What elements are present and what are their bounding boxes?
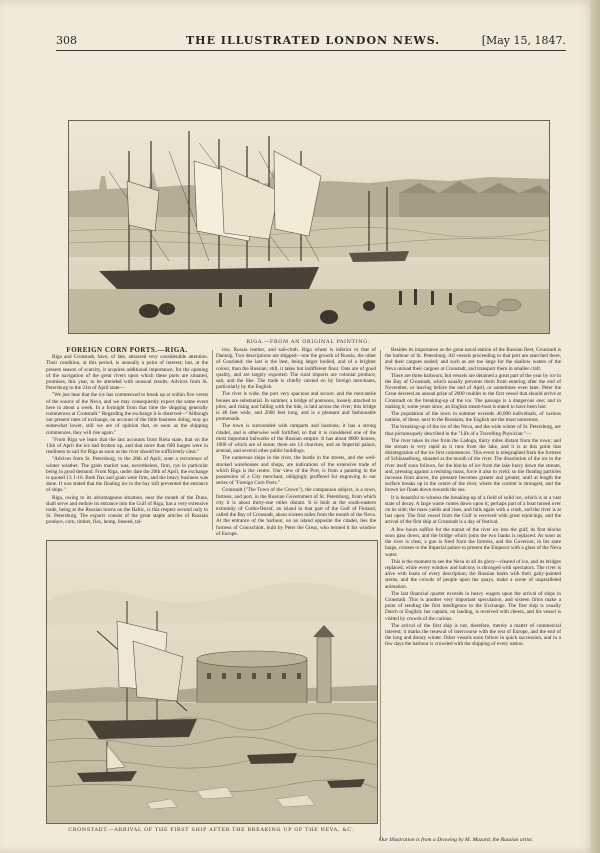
publication-title: THE ILLUSTRATED LONDON NEWS. bbox=[186, 34, 441, 47]
col2-paragraph: The numerous ships in the river, the bustle in the streets, and the well-stocked warehouses and shops, are indications of the extensive trade of which Riga is the centre. Our view of the Port, is from a painting in the possession of a City merchant, obligingly proffered for engraving in our series of "Foreign Corn Ports." bbox=[216, 455, 376, 487]
col1-paragraph: Riga and Cronstadt, have, of late, attracted very considerable attention. Their condition, at this period, is annually a point of interest; but, at the present season of scarcity, it acquires additional importance, for the opening of the navigation of the great rivers upon which these ports are situated, promises, this year, to be attended with unusual results. Advices from St. Petersburg to the 21st of April state— bbox=[46, 354, 208, 392]
cronstadt-illustration bbox=[47, 541, 377, 823]
cronstadt-engraving bbox=[46, 540, 378, 824]
col1-paragraph: "We just hear that the ice has commenced to break up at within five versts of the source of the Neva, and we may consequently expect the same event here in about a week. In a fortnight from that time the shipping generally commences at Cronstadt." Regarding the exchange it is observed—"Although our present rates of exchange, on account of the little business doing, may go somewhat lower, still we are of opinion that, as soon as the shipping commences, they will rise again." bbox=[46, 392, 208, 436]
issue-date: [May 15, 1847. bbox=[481, 34, 566, 47]
col3-paragraph: This is the moment to see the Neva in all its glory—cleared of ice, and its bridges replaced, while every window and balcony is thronged with spectators. The river is alive with boats of every description; the Russian barks with their gaily-painted sterns, and the crowds of people upon the quays, make a scene of unparalleled animation. bbox=[385, 558, 561, 590]
col3-paragraph: The river takes its rise from the Ladoga, thirty miles distant from the town; and the stream is very rapid as it runs from the lake, and it is at this point that disintegration of the ice first commences. This event is telegraphed from the fortress of Schlusselburg, situated at the mouth of the river. The dissolution of the ice in the river itself soon follows, for the blocks of ice from the lake hurry down the stream, and, pressing against a resisting mass, force it also to yield; so the floating particles increase from above, the pressure becomes greater and greater, until at length the surface breaks up in the centre of the river, where the current is strongest, and the brown ice floats down towards the sea. bbox=[385, 437, 561, 494]
col1-paragraph: Riga, owing to its advantageous situation, near the mouth of the Duna, shall serve and endure its entrance into the Gulf of Riga, has a very extensive trade, being at the Russian towns on the Baltic, is this respect second only to St. Petersburg. The exports consist of the great staple articles of Russian produce, corn, timber, flax, hemp, linseed, tal- bbox=[46, 494, 208, 526]
article-column-1 bbox=[46, 347, 208, 533]
page-number: 308 bbox=[56, 34, 77, 47]
col3-paragraph: The population of the town in summer exceeds 40,000 individuals, of various nations, of these, next to the Russians, the English are the most numerous. bbox=[385, 411, 561, 424]
column-rule bbox=[380, 350, 381, 840]
col1-paragraph: "Advices from St. Petersburg, to the 28th of April, state a recurrence of winter weather. The grain market was, nevertheless, firm, rye in particular being in good demand. From Riga, under date the 29th of April, the exchange is quoted 13 1-16. Both flax and grain were firm, and the heavy business was done. It was stated that the floating ice in the bay still prevented the entrance of ships." bbox=[46, 456, 208, 494]
riga-engraving bbox=[68, 120, 550, 334]
col2-paragraph: The town is surrounded with ramparts and bastions; it has a strong citadel, and is otherwise well fortified, so that it is considered one of the most important bulwarks of the Russian empire. It has about 8000 houses, 1000 of which are of stone; there are 14 churches, and an Imperial palace, arsenal, and several other public buildings. bbox=[216, 423, 376, 455]
col3-paragraph: There are three harbours; but vessels are detained a great part of the year by ice in the Bay of Cronstadt, which usually prevents them from entering after the end of November, or leaving before the end of April, or sometimes even later. Peter the Great decreed an annual prize of 2000 roubles to the first vessel that should arrive at Cronstadt on the breaking-up of the ice. The passage is a dangerous one; and in making it, some years since, an English steam-boat is stated to have been lost. bbox=[385, 372, 561, 410]
col3-paragraph: The last financial quarter exceeds in heavy wagers upon the arrival of ships in Cronstadt. This is another very important speculation, and sixteen firms make a point of sending the first intelligence to the Exchange. The first ship is usually Dutch or English; her captain, on landing, is received with cheers, and his vessel is visited by crowds of the curious. bbox=[385, 590, 561, 622]
article-headline: FOREIGN CORN PORTS.—RIGA. bbox=[66, 346, 188, 354]
riga-caption: RIGA.—FROM AN ORIGINAL PAINTING. bbox=[246, 339, 370, 345]
col2-paragraph: The river is wide, the port very spacious and secure; and the mercantile houses are substantial. In summer, a bridge of pontoons, loosely attached to piles, and rising and falling with the tide, is laid across the river; this bridge is 40 feet wide, and 2600 feet long, and is a pleasant and fashionable promenade. bbox=[216, 391, 376, 423]
col3-paragraph: Besides its importance as the great naval station of the Russian fleet, Cronstadt is the harbour of St. Petersburg. All vessels proceeding to that port are searched there, and their cargoes sealed; and such as are too large for the shallow waters of the Neva unload their cargoes at Cronstadt, and transport them in smaller craft. bbox=[385, 347, 561, 372]
col1-paragraph: "From Riga we learn that the last accounts from Riela state, that on the 13th of April the ice had broken up, and that more than 600 barges were in readiness to sail for Riga as soon as the river should be sufficiently clear." bbox=[46, 436, 208, 456]
col2-paragraph: Cronstadt ("The Town of the Crown"), the companion subject, is a town, fortress, and port, in the Russian Government of St. Petersburg, from which city it is about thirty-one miles distant. It is built at the south-eastern extremity of Cotlin-Ostrof, an island in that part of the Gulf of Finland, called the Bay of Cronstadt, about sixteen miles from the mouth of the Neva. At the entrance of the harbour, on an island opposite the citadel, lies the fortress of Cronschlott, built by Peter the Great, who termed it his window of Europe. bbox=[216, 487, 376, 537]
page-header bbox=[56, 34, 566, 48]
column-rule bbox=[212, 350, 213, 530]
col3-paragraph: The arrival of the first ship is not, therefore, merely a matter of commercial interest; it marks the renewal of intercourse with the rest of Europe, and the end of the long and dreary winter. Other vessels soon follow in quick succession, and in a few days the harbour is crowded with the shipping of every nation. bbox=[385, 622, 561, 648]
illustration-credit: Our Illustration is from a Drawing by M. Mazard, the Russian artist. bbox=[379, 837, 534, 843]
col3-paragraph: It is beautiful to witness the breaking-up of a field of solid ice, which is in a vast state of decay. A large waste comes down upon it; perhaps part of a boat turned over on its side; the mass yields and rises, and falls again with a crash, and the river is at last open. The first vessel from the Gulf is received with great rejoicings, and the arrival of the first ship at Cronstadt is a day of festival. bbox=[385, 494, 561, 526]
riga-harbour-illustration bbox=[69, 121, 549, 333]
article-column-2 bbox=[216, 347, 376, 537]
col3-paragraph: The breaking-up of the ice of the Neva, and the wide winter of St. Petersburg, are thus picturesquely described in the "Life of a Travelling Physician:"— bbox=[385, 424, 561, 437]
cronstadt-caption: CRONSTADT.—ARRIVAL OF THE FIRST SHIP AFTER THE BREAKING UP OF THE NEVA, &C. bbox=[68, 827, 354, 833]
page-edge bbox=[590, 0, 600, 853]
article-column-3 bbox=[385, 347, 561, 833]
header-rule bbox=[56, 50, 566, 51]
col3-paragraph: A few hours suffice for the transit of the river ice into the gulf; its first blocks soon pass down, and the bridge which joins the two banks is replaced. As soon as the river is clear, a gun is fired from the fortress, and the Governor, in his state barge, crosses to the Imperial palace to present the Emperor with a glass of the Neva water. bbox=[385, 526, 561, 558]
col2-paragraph: low, Russia leather, and sail-cloth. Riga wheat is inferior to that of Dantzig. Two descriptions are shipped—one the growth of Russia, the other of Courland; the last is the best, being larger bodied, and of a brighter colour, than the Russian; still, it takes but indifferent flour. Oats are of good quality, and are largely exported. The rural imports are colonial produce, salt, and the like. The trade is chiefly carried on by foreign merchants, particularly by the English. bbox=[216, 347, 376, 391]
